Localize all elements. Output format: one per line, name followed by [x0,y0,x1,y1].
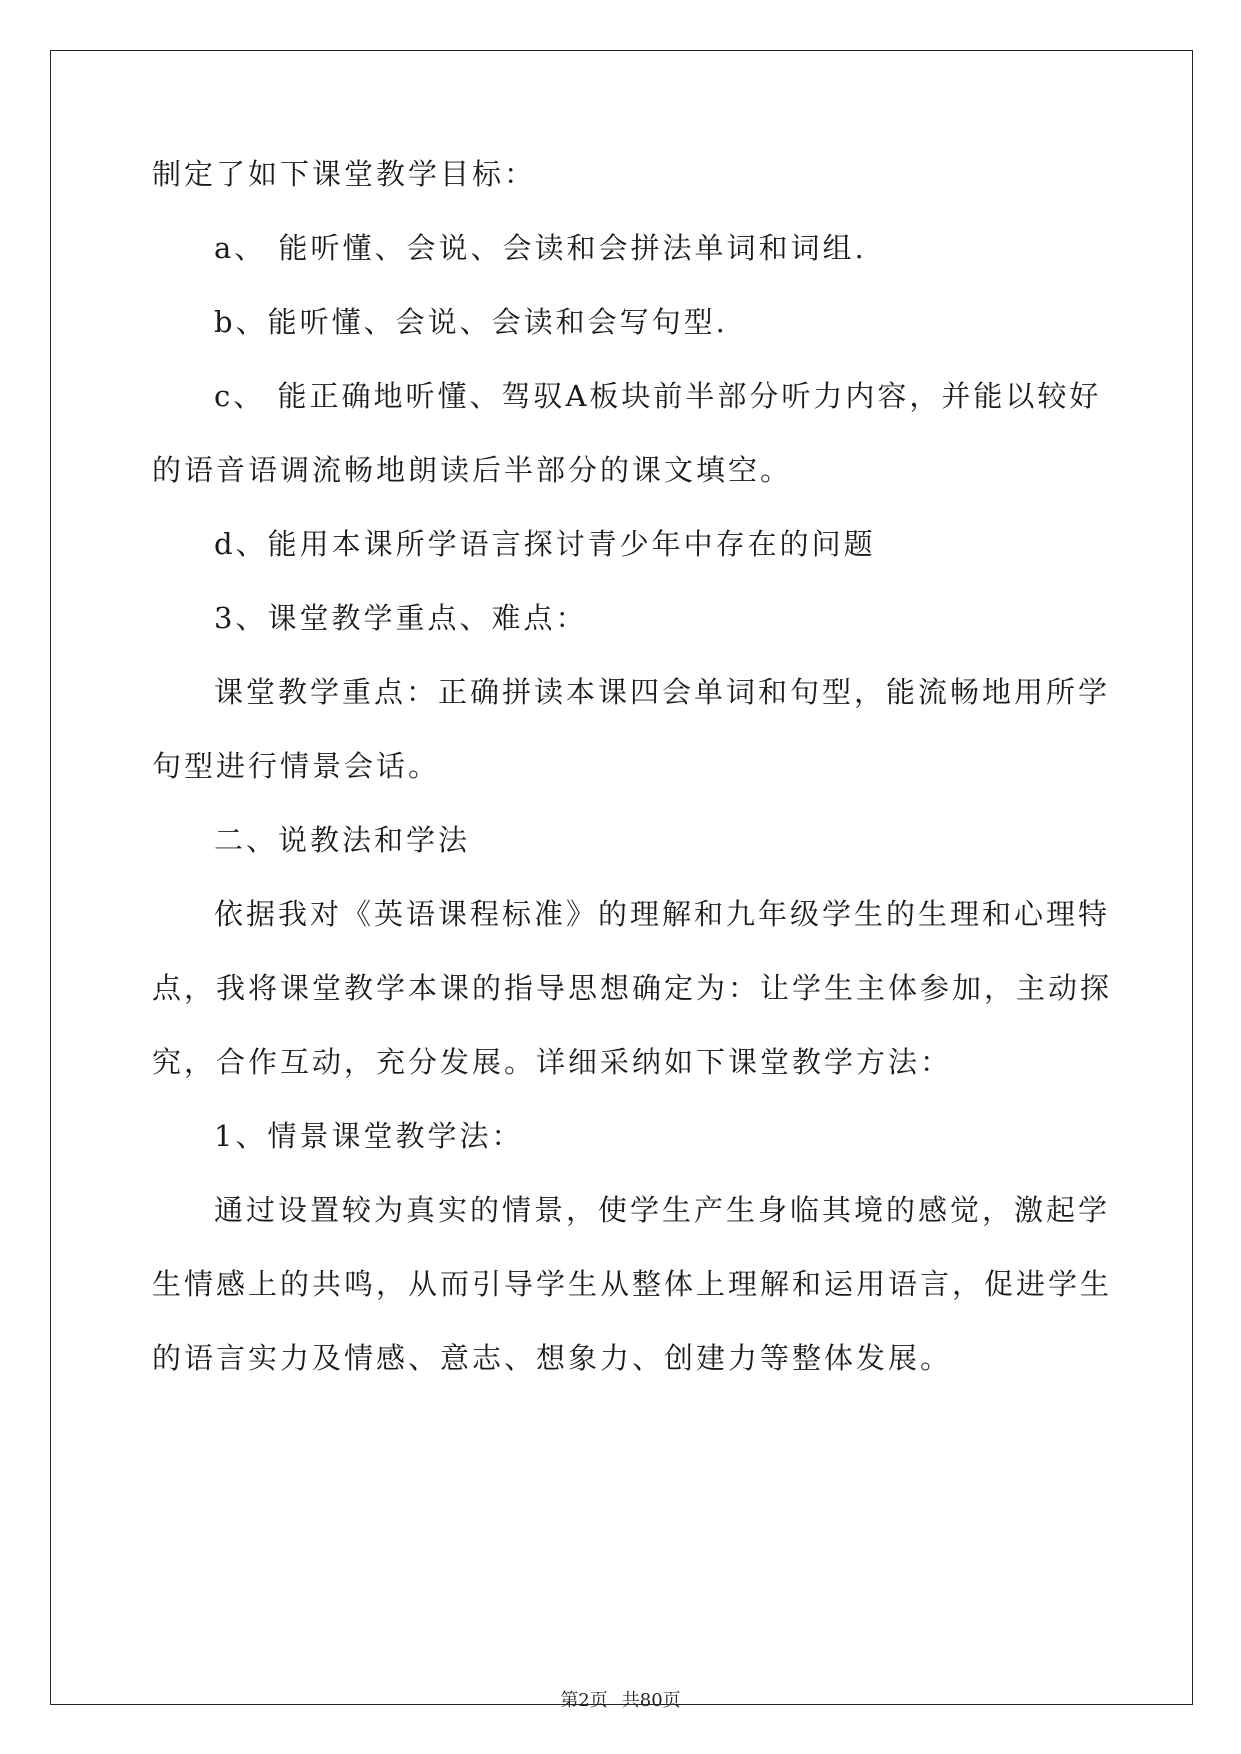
page-number-total: 共80页 [621,1690,681,1711]
text-line-10: 二、说教法和学法 [214,823,471,857]
page-border [50,50,1193,1705]
text-line-5: 的语音语调流畅地朗读后半部分的课文填空。 [152,453,793,487]
text-line-3: b、能听懂、会说、会读和会写句型. [214,305,728,339]
text-line-1: 制定了如下课堂教学目标： [152,157,537,191]
text-line-16: 生情感上的共鸣，从而引导学生从整体上理解和运用语言，促进学生 [152,1267,1113,1301]
text-line-17: 的语言实力及情感、意志、想象力、创建力等整体发展。 [152,1341,953,1375]
text-line-8: 课堂教学重点：正确拼读本课四会单词和句型，能流畅地用所学 [214,675,1111,709]
page-footer [0,1686,1241,1712]
text-line-11: 依据我对《英语课程标准》的理解和九年级学生的生理和心理特 [214,897,1111,931]
text-line-14: 1、情景课堂教学法： [214,1119,524,1153]
text-line-2: a、 能听懂、会说、会读和会拼法单词和词组. [214,231,867,265]
text-line-12: 点，我将课堂教学本课的指导思想确定为：让学生主体参加，主动探 [152,971,1113,1005]
text-line-15: 通过设置较为真实的情景，使学生产生身临其境的感觉，激起学 [214,1193,1111,1227]
text-line-9: 句型进行情景会话。 [152,749,441,783]
page-number-current: 第2页 [560,1690,608,1711]
text-line-6: d、能用本课所学语言探讨青少年中存在的问题 [214,527,876,561]
text-line-7: 3、课堂教学重点、难点： [214,601,588,635]
text-line-4: c、 能正确地听懂、驾驭A板块前半部分听力内容，并能以较好 [214,379,1102,413]
text-line-13: 究，合作互动，充分发展。详细采纳如下课堂教学方法： [152,1045,953,1079]
